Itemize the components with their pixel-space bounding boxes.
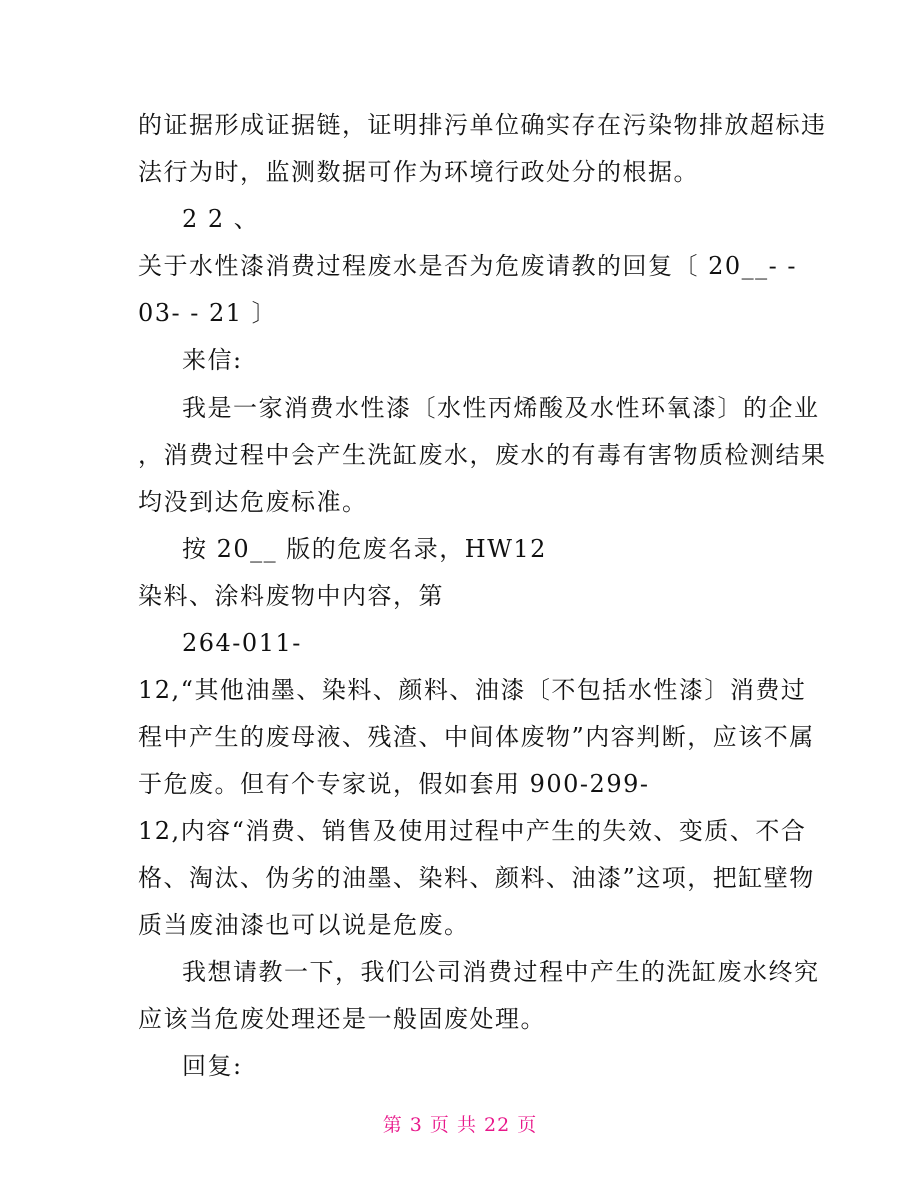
text-line: 染料、涂料废物中内容，第: [138, 582, 444, 610]
text-line: 我是一家消费水性漆〔水性丙烯酸及水性环氧漆〕的企业: [182, 394, 820, 422]
text-line: 264-011-: [182, 629, 302, 657]
text-line: 质当废油漆也可以说是危废。: [138, 911, 470, 939]
section-title-date: 03- - 21 〕: [138, 299, 278, 327]
text-line: 格、淘汰、伪劣的油墨、染料、颜料、油漆”这项，把缸壁物: [138, 864, 815, 892]
text-line: 应该当危废处理还是一般固废处理。: [138, 1005, 546, 1033]
text-line: 法行为时，监测数据可作为环境行政处分的根据。: [138, 158, 699, 186]
section-title: 关于水性漆消费过程废水是否为危废请教的回复〔 20__- -: [138, 252, 798, 280]
letter-label: 来信:: [182, 346, 243, 374]
reply-label: 回复:: [182, 1052, 243, 1080]
text-line: 我想请教一下，我们公司消费过程中产生的洗缸废水终究: [182, 958, 820, 986]
page-number-footer: 第 3 页 共 22 页: [382, 1114, 538, 1136]
text-line: 于危废。但有个专家说，假如套用 900-299-: [138, 770, 650, 798]
text-line: ，消费过程中会产生洗缸废水，废水的有毒有害物质检测结果: [138, 441, 827, 469]
text-line: 12,内容“消费、销售及使用过程中产生的失效、变质、不合: [138, 817, 807, 845]
text-line: 按 20__ 版的危废名录，HW12: [182, 535, 547, 563]
section-number: 2 2 、: [182, 205, 260, 233]
text-line: 的证据形成证据链，证明排污单位确实存在污染物排放超标违: [138, 111, 827, 139]
text-line: 程中产生的废母液、残渣、中间体废物”内容判断，应该不属: [138, 723, 815, 751]
text-line: 均没到达危废标准。: [138, 488, 368, 516]
text-line: 12,“其他油墨、染料、颜料、油漆〔不包括水性漆〕消费过: [138, 676, 807, 704]
